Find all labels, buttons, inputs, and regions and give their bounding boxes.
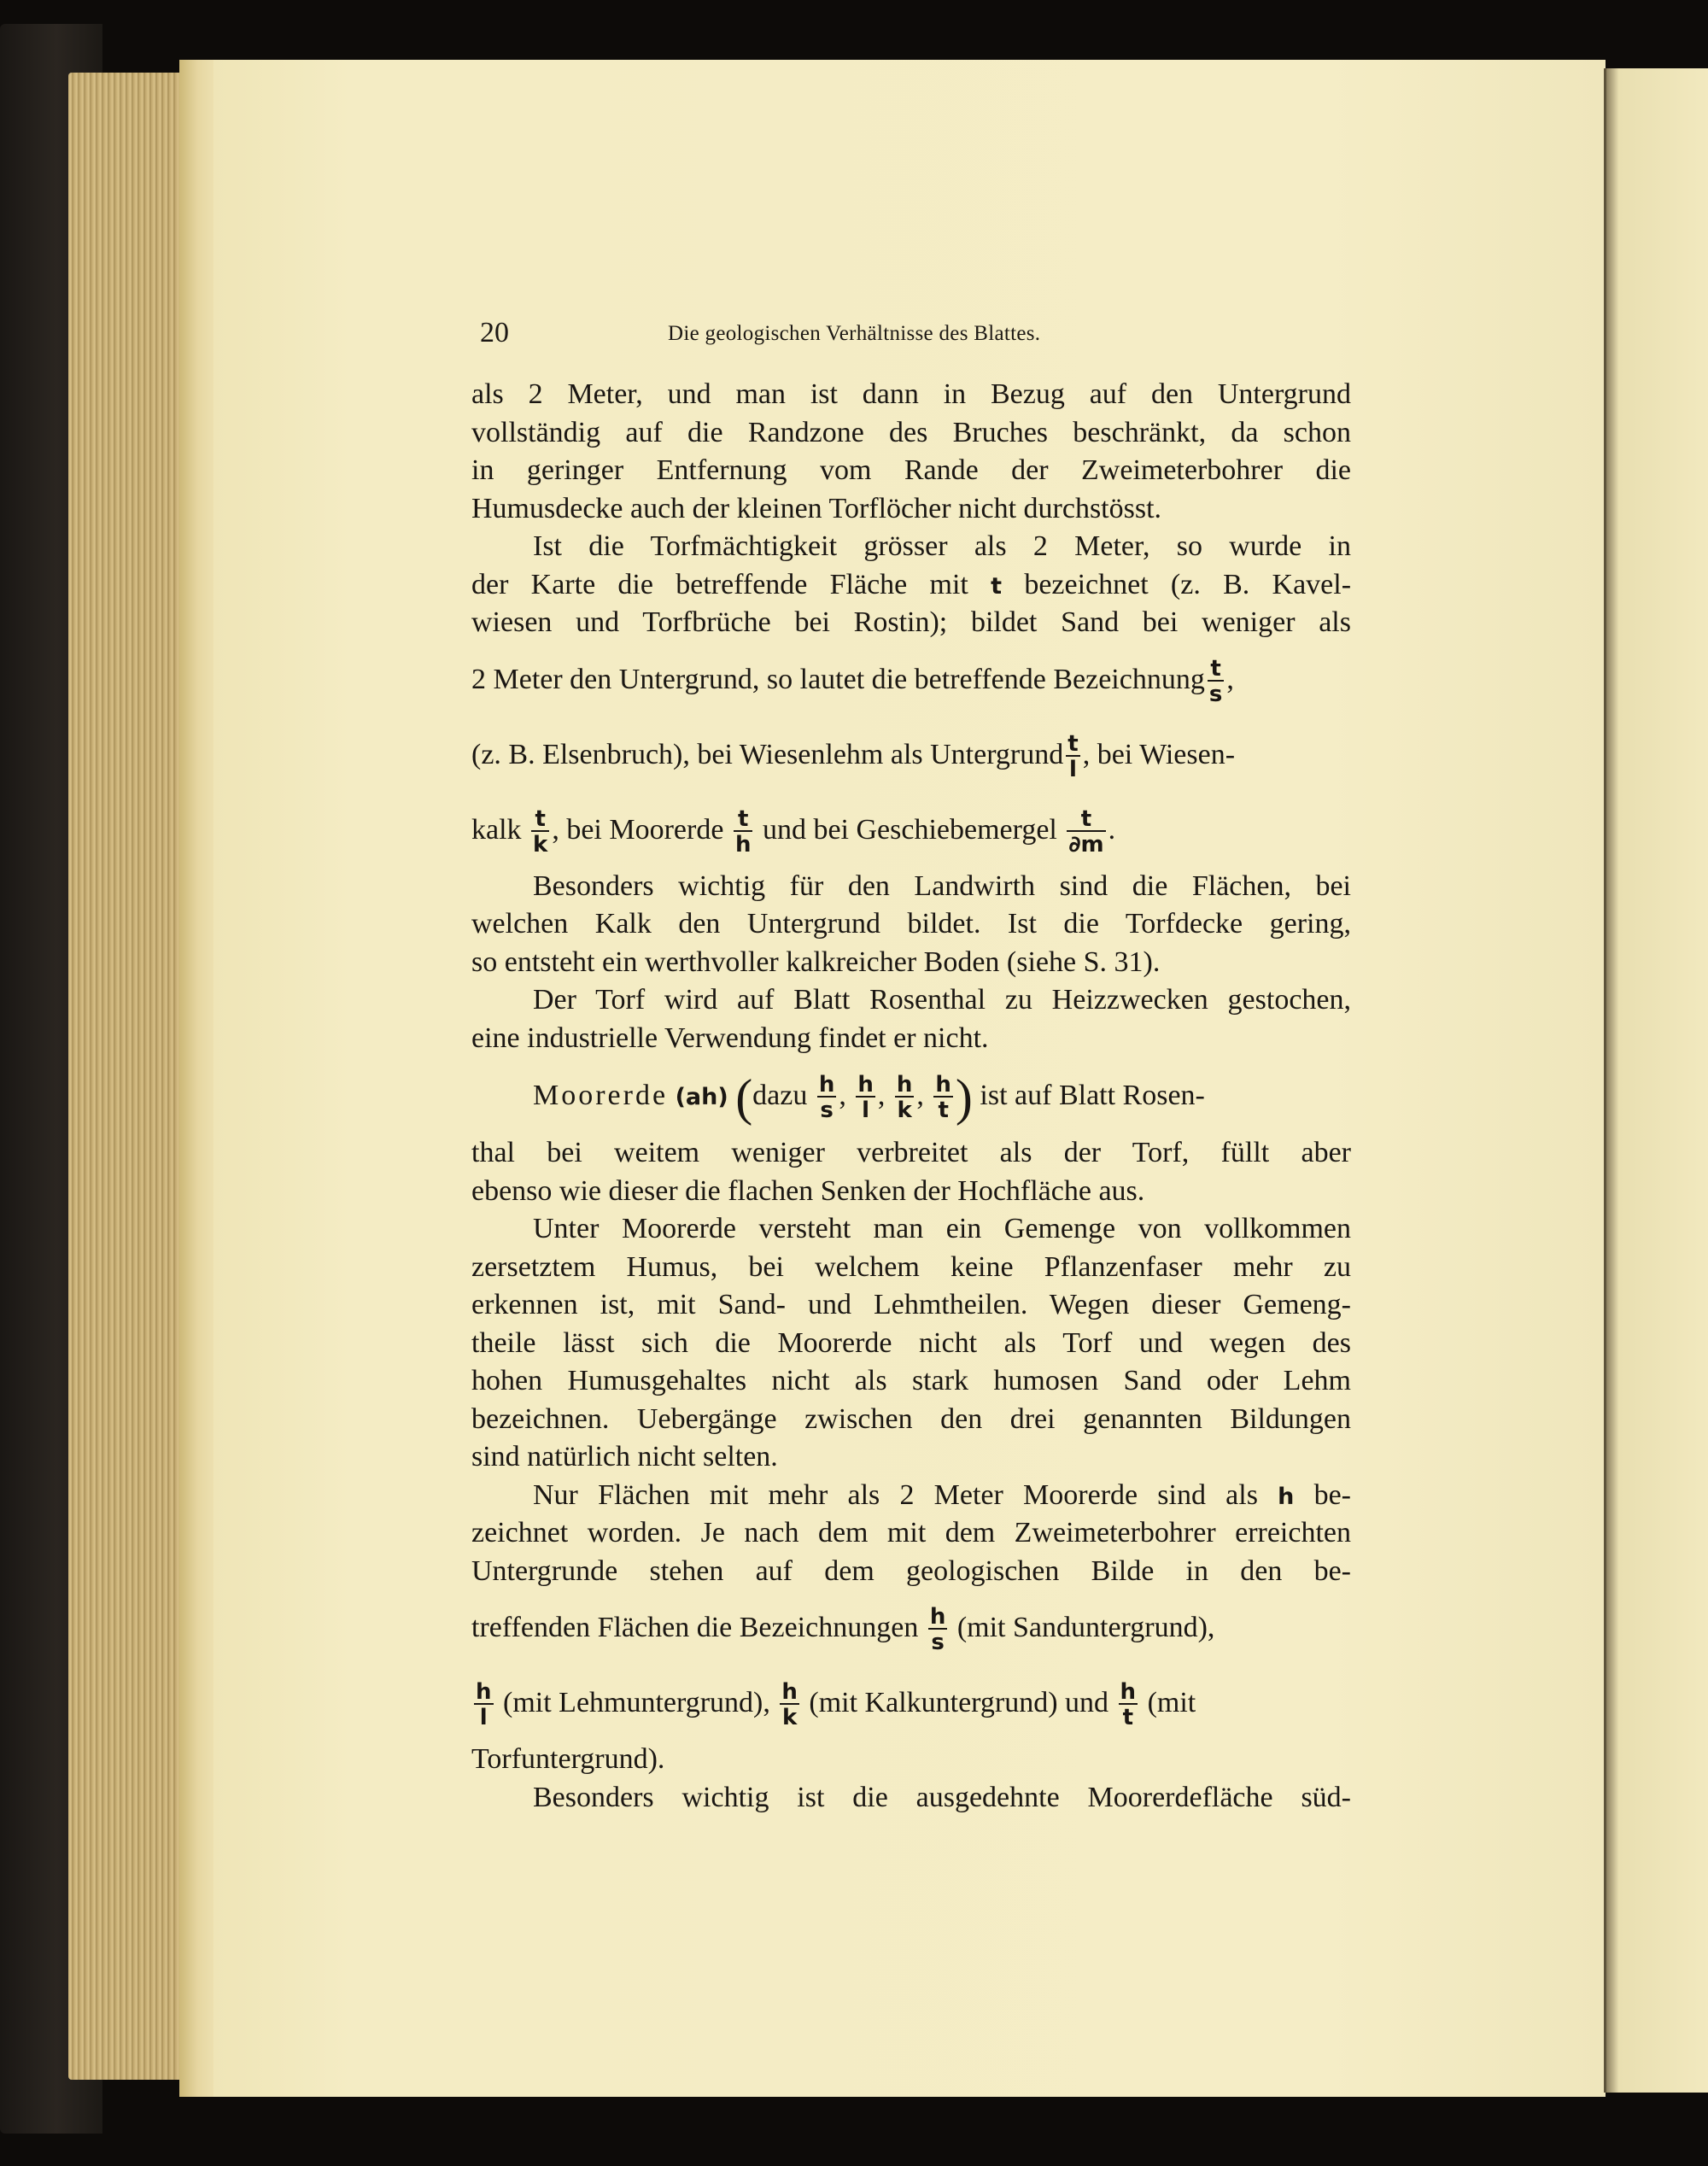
fraction-numerator: h xyxy=(896,1072,913,1098)
text-segment: (mit Lehmuntergrund), xyxy=(503,1687,770,1718)
fraction-numerator: h xyxy=(781,1679,798,1706)
fraction-numerator: h xyxy=(1120,1679,1137,1706)
fraction-numerator: t xyxy=(1068,730,1079,757)
text-segment: dazu xyxy=(752,1080,808,1111)
fraction-denominator: l xyxy=(474,1703,494,1729)
fraction-numerator: h xyxy=(857,1072,874,1098)
page-header xyxy=(480,316,1153,350)
text-line: so entsteht ein werthvoller kalkreicher Boden (siehe S. 31). xyxy=(471,945,1161,978)
text-segment: ist auf Blatt Rosen- xyxy=(980,1080,1205,1111)
fraction-denominator: l xyxy=(856,1096,875,1121)
text-line: in geringer Entfernung vom Rande der Zweimeterbohrer die xyxy=(471,454,1351,486)
fraction-denominator: s xyxy=(1208,681,1223,707)
fraction-numerator: t xyxy=(1210,655,1221,682)
close-paren: ) xyxy=(955,1069,973,1127)
page-number: 20 xyxy=(480,317,509,348)
fraction-h-l xyxy=(474,1681,494,1729)
fraction-h-t xyxy=(1119,1681,1138,1729)
text-segment: , bei Moorerde xyxy=(552,813,724,846)
text-line: Ist die Torfmächtigkeit grösser als 2 Meter, so wurde in xyxy=(533,530,1351,562)
running-title: Die geologischen Verhältnisse des Blattes. xyxy=(668,322,1041,345)
text-line: zersetztem Humus, bei welchem keine Pflanzenfaser mehr zu xyxy=(471,1250,1351,1283)
text-line xyxy=(471,1590,1351,1665)
text-line: eine industrielle Verwendung findet er nicht. xyxy=(471,1022,989,1054)
text-line: erkennen ist, mit Sand- und Lehmtheilen. Wegen dieser Gemeng- xyxy=(471,1289,1351,1320)
text-line: thal bei weitem weniger verbreitet als der Torf, füllt aber xyxy=(471,1137,1351,1168)
text-line: Besonders wichtig für den Landwirth sind die Flächen, bei xyxy=(533,869,1351,902)
text-line xyxy=(471,793,1351,868)
text-line: ebenso wie dieser die flachen Senken der Hochfläche aus. xyxy=(471,1174,1145,1207)
text-line: Untergrunde stehen auf dem geologischen Bilde in den be- xyxy=(471,1554,1351,1587)
fraction-denominator: k xyxy=(895,1096,915,1121)
text-line: zeichnet worden. Je nach dem mit dem Zweimeterbohrer erreichten xyxy=(471,1517,1351,1548)
fraction-denominator: k xyxy=(533,831,548,858)
fraction-denominator: s xyxy=(817,1096,837,1121)
fraction-numerator: h xyxy=(476,1679,492,1706)
fraction-numerator: h xyxy=(935,1072,951,1098)
text-segment: der Karte die betreffende Fläche mit xyxy=(471,568,968,600)
fraction-h-s xyxy=(928,1606,948,1654)
fraction-t-s xyxy=(1208,655,1224,707)
text-line xyxy=(471,566,1351,605)
next-page-edge xyxy=(1604,68,1708,2093)
text-segment: Nur Flächen mit mehr als 2 Meter Moorerde sind als xyxy=(533,1478,1258,1511)
symbol-h: h xyxy=(1278,1483,1295,1510)
text-line: sind natürlich nicht selten. xyxy=(471,1441,778,1472)
fraction-denominator: t xyxy=(933,1096,953,1121)
fraction-h-k xyxy=(895,1072,915,1124)
fraction-h-l xyxy=(856,1072,875,1124)
text-segment: (z. B. Elsenbruch), bei Wiesenlehm als Untergrund xyxy=(471,738,1064,770)
text-line: Moorerde (ah) (dazu $\frac{h}{s}$ , $\frac{h}{l}$ , $\frac{h}{k}$ , $\frac{h}{t}$ ) ist auf Blatt Rosen- xyxy=(533,1069,1205,1127)
text-segment: be- xyxy=(1313,1478,1352,1511)
fraction-denominator: t xyxy=(1119,1703,1138,1729)
text-segment: , bei Wiesen- xyxy=(1082,738,1236,770)
fraction-numerator: t xyxy=(1080,805,1092,832)
fraction-denominator: h xyxy=(734,831,752,858)
fraction-h-t xyxy=(933,1072,953,1124)
text-line: welchen Kalk den Untergrund bildet. Ist die Torfdecke gering, xyxy=(471,908,1351,940)
text-segment: bezeichnet (z. B. Kavel- xyxy=(1024,568,1352,600)
text-line: bezeichnen. Uebergänge zwischen den drei genannten Bildungen xyxy=(471,1402,1351,1435)
text-line: Besonders wichtig ist die ausgedehnte Moorerdefläche süd- xyxy=(533,1781,1351,1813)
text-segment: (mit xyxy=(1147,1687,1196,1718)
fraction-h-s xyxy=(817,1072,837,1124)
text-line: Unter Moorerde versteht man ein Gemenge von vollkommen xyxy=(533,1213,1351,1244)
text-line: theile lässt sich die Moorerde nicht als Torf und wegen des xyxy=(471,1326,1351,1359)
text-segment: . xyxy=(1108,813,1116,846)
body-text xyxy=(471,376,1351,1817)
text-line: wiesen und Torfbrüche bei Rostin); bildet Sand bei weniger als xyxy=(471,606,1351,638)
fraction-numerator: t xyxy=(737,805,749,832)
fraction-t-dm xyxy=(1067,805,1105,858)
text-segment: kalk xyxy=(471,813,522,846)
fraction-numerator: h xyxy=(818,1072,835,1098)
text-line: als 2 Meter, und man ist dann in Bezug auf den Untergrund xyxy=(471,378,1351,410)
fraction-denominator: k xyxy=(780,1703,799,1729)
text-segment: 2 Meter den Untergrund, so lautet die betreffende Bezeichnung xyxy=(471,663,1205,695)
text-segment: (mit Kalkuntergrund) und xyxy=(809,1687,1109,1718)
fraction-t-h xyxy=(734,805,753,858)
text-line xyxy=(471,1665,1351,1741)
text-segment: Moorerde xyxy=(533,1080,669,1111)
symbol-t: t xyxy=(991,572,1003,600)
fraction-h-k xyxy=(780,1681,799,1729)
text-line: hohen Humusgehaltes nicht als stark humosen Sand oder Lehm xyxy=(471,1365,1351,1396)
open-paren: ( xyxy=(735,1069,753,1127)
text-line: vollständig auf die Randzone des Bruches beschränkt, da schon xyxy=(471,416,1351,448)
text-line: Torfuntergrund). xyxy=(471,1743,665,1775)
text-line xyxy=(471,1477,1351,1515)
fraction-denominator: ∂m xyxy=(1068,831,1104,858)
text-line xyxy=(471,642,1351,717)
fraction-numerator: h xyxy=(929,1604,946,1630)
text-segment: , xyxy=(1226,663,1234,695)
fraction-numerator: t xyxy=(535,805,546,832)
fraction-denominator: l xyxy=(1066,755,1079,781)
symbol-ah: (ah) xyxy=(675,1084,728,1110)
fraction-denominator: s xyxy=(928,1628,948,1654)
text-line xyxy=(471,717,1351,793)
text-line: Humusdecke auch der kleinen Torflöcher nicht durchstösst. xyxy=(471,492,1162,524)
text-segment: und bei Geschiebemergel xyxy=(762,813,1057,846)
fraction-t-k xyxy=(531,805,549,858)
fraction-t-l xyxy=(1066,730,1079,782)
text-segment: treffenden Flächen die Bezeichnungen xyxy=(471,1612,919,1643)
text-line: Der Torf wird auf Blatt Rosenthal zu Heizzwecken gestochen, xyxy=(533,984,1351,1016)
text-segment: (mit Sanduntergrund), xyxy=(956,1612,1215,1643)
